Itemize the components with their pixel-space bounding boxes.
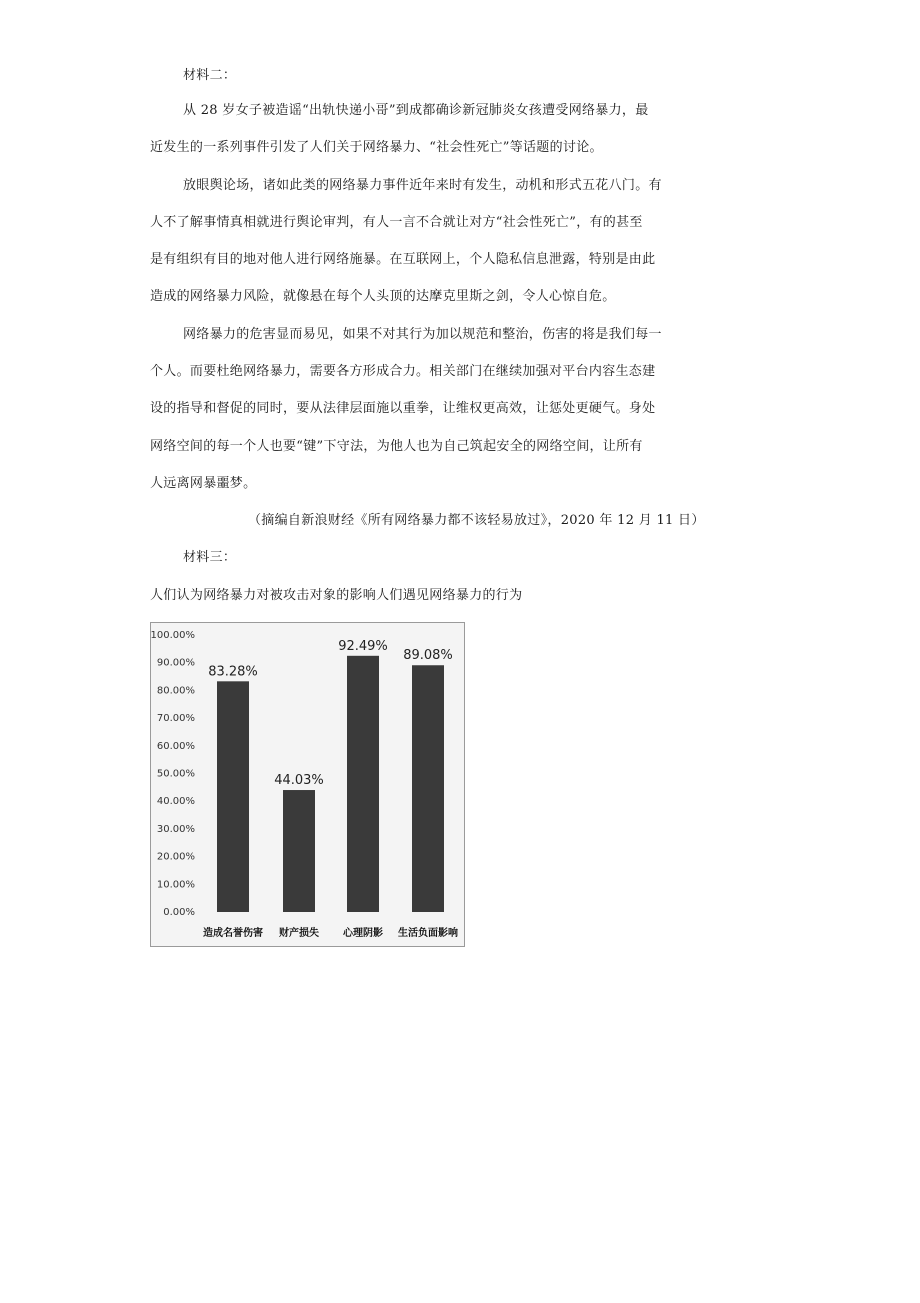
y-tick-label: 70.00%: [156, 713, 195, 725]
paragraph-2-line: 放眼舆论场，诸如此类的网络暴力事件近年来时有发生，动机和形式五花八门。有: [183, 178, 662, 193]
paragraph-3-line: 个人。而要杜绝网络暴力，需要各方形成合力。相关部门在继续加强对平台内容生态建: [150, 364, 656, 379]
paragraph-2-line: 是有组织有目的地对他人进行网络施暴。在互联网上，个人隐私信息泄露，特别是由此: [150, 252, 656, 267]
bar-chart: [150, 622, 465, 947]
source-citation: （摘编自新浪财经《所有网络暴力都不该轻易放过》，2020 年 12 月 11 日）: [248, 513, 705, 528]
paragraph-2-line: 造成的网络暴力风险，就像悬在每个人头顶的达摩克里斯之剑，令人心惊自危。: [150, 289, 616, 304]
y-tick-label: 90.00%: [156, 657, 195, 669]
paragraph-2-line: 人不了解事情真相就进行舆论审判，有人一言不合就让对方“社会性死亡”，有的甚至: [150, 215, 643, 230]
bar: [347, 656, 379, 912]
bar-value-label: 89.08%: [403, 648, 453, 664]
bar: [412, 665, 444, 912]
y-tick-label: 0.00%: [163, 907, 195, 918]
paragraph-1-line: 从 28 岁女子被造谣“出轨快递小哥”到成都确诊新冠肺炎女孩遭受网络暴力，最: [183, 103, 649, 118]
y-tick-label: 30.00%: [156, 823, 195, 835]
bar-chart-svg: [151, 623, 464, 946]
bar-value-label: 44.03%: [274, 773, 324, 789]
bar: [283, 790, 315, 912]
x-category-label: 财产损失: [279, 928, 319, 939]
x-category-label: 心理阴影: [343, 928, 383, 939]
paragraph-1-line: 近发生的一系列事件引发了人们关于网络暴力、“社会性死亡”等话题的讨论。: [150, 140, 603, 155]
bar: [217, 681, 249, 912]
y-tick-label: 80.00%: [156, 685, 195, 697]
y-tick-label: 40.00%: [156, 796, 195, 808]
paragraph-3-line: 网络暴力的危害显而易见，如果不对其行为加以规范和整治，伤害的将是我们每一: [183, 327, 662, 342]
bar-value-label: 92.49%: [338, 638, 388, 654]
x-category-label: 造成名誉伤害: [203, 928, 263, 939]
x-category-label: 生活负面影响: [398, 928, 458, 939]
y-tick-label: 50.00%: [156, 768, 195, 780]
material-2-heading: 材料二：: [183, 68, 237, 83]
chart-caption: 人们认为网络暴力对被攻击对象的影响人们遇见网络暴力的行为: [150, 588, 523, 603]
y-tick-label: 100.00%: [151, 630, 195, 641]
y-tick-label: 60.00%: [156, 740, 195, 752]
y-tick-label: 10.00%: [156, 879, 195, 891]
paragraph-3-line: 人远离网暴噩梦。: [150, 476, 257, 491]
bar-value-label: 83.28%: [208, 664, 258, 680]
material-3-heading: 材料三：: [183, 550, 237, 565]
y-tick-label: 20.00%: [156, 851, 195, 863]
paragraph-3-line: 设的指导和督促的同时，要从法律层面施以重拳，让维权更高效，让惩处更硬气。身处: [150, 401, 656, 416]
paragraph-3-line: 网络空间的每一个人也要“键”下守法，为他人也为自己筑起安全的网络空间，让所有: [150, 439, 643, 454]
